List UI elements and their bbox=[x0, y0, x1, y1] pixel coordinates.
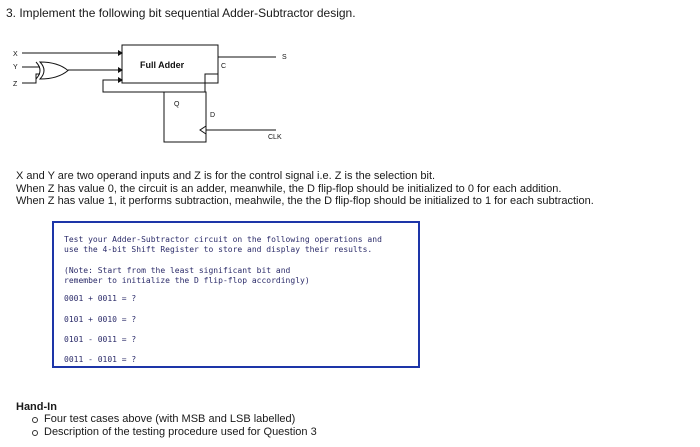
test-cases-box bbox=[52, 221, 420, 368]
sum-label: S bbox=[282, 54, 287, 61]
d-flip-flop bbox=[164, 92, 206, 142]
test-case: 0101 - 0011 = ? bbox=[64, 335, 137, 344]
ff-q-label: Q bbox=[174, 101, 180, 108]
test-intro bbox=[64, 235, 382, 255]
test-note-line: remember to initialize the D flip-flop accordingly) bbox=[64, 276, 310, 285]
hand-in-item: Four test cases above (with MSB and LSB labelled) bbox=[30, 413, 317, 426]
test-case: 0101 + 0010 = ? bbox=[64, 315, 137, 324]
circuit-diagram bbox=[0, 40, 320, 160]
xor-gate bbox=[36, 62, 68, 79]
description-line: X and Y are two operand inputs and Z is for the control signal i.e. Z is the selection bit. bbox=[16, 170, 436, 182]
input-y-label: Y bbox=[13, 64, 18, 71]
ff-d-label: D bbox=[210, 112, 216, 119]
full-adder-label: Full Adder bbox=[140, 60, 185, 70]
test-note-line: (Note: Start from the least significant bit and bbox=[64, 266, 291, 275]
z-wire bbox=[22, 74, 40, 83]
hand-in-item: Description of the testing procedure used for Question 3 bbox=[30, 426, 317, 439]
description-line: When Z has value 1, it performs subtraction, meahwile, the the D flip-flop should be initialized to 1 for each subtraction. bbox=[16, 195, 594, 207]
clk-label: CLK bbox=[268, 134, 282, 141]
test-intro-line: use the 4-bit Shift Register to store and display their results. bbox=[64, 245, 373, 254]
test-case: 0011 - 0101 = ? bbox=[64, 355, 137, 364]
input-z-label: Z bbox=[13, 81, 18, 88]
input-x-label: X bbox=[13, 51, 18, 58]
test-intro-line: Test your Adder-Subtractor circuit on the following operations and bbox=[64, 235, 382, 244]
question-title: 3. Implement the following bit sequential Adder-Subtractor design. bbox=[6, 6, 356, 20]
carry-out-label: C bbox=[221, 63, 227, 70]
hand-in-title: Hand-In bbox=[16, 401, 57, 413]
test-case: 0001 + 0011 = ? bbox=[64, 294, 137, 303]
description-line: When Z has value 0, the circuit is an adder, meanwhile, the D flip-flop should be initialized to 0 for each addition. bbox=[16, 182, 562, 195]
test-note bbox=[64, 266, 310, 286]
hand-in-list bbox=[30, 413, 317, 438]
description bbox=[16, 170, 594, 208]
